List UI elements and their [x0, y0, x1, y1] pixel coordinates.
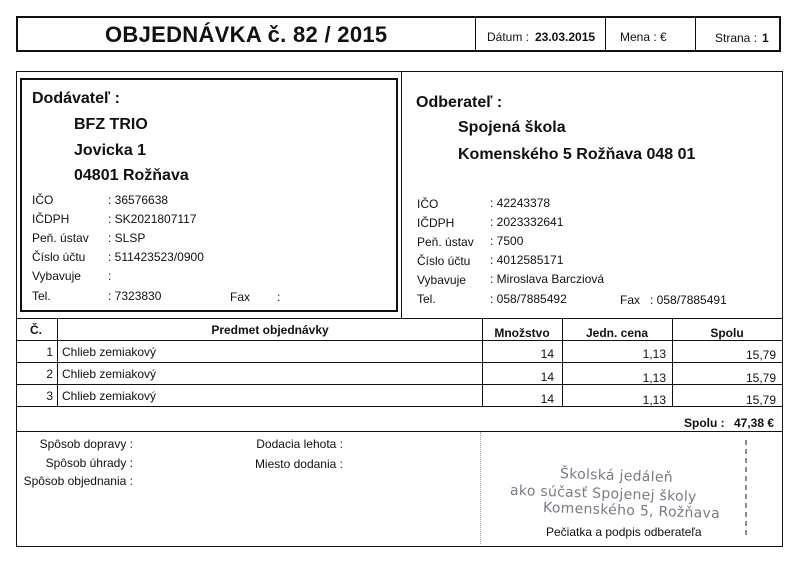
table-row-rule — [17, 384, 782, 385]
date-value: 23.03.2015 — [535, 30, 596, 44]
customer-heading: Odberateľ : — [416, 94, 503, 111]
customer-field-label: Peň. ústav — [417, 235, 474, 249]
supplier-field-value: : 511423523/0900 — [108, 250, 204, 264]
row-item: Chlieb zemiakový — [62, 367, 157, 381]
customer-fax-label: Fax — [620, 293, 641, 307]
row-item: Chlieb zemiakový — [62, 345, 157, 359]
row-item: Chlieb zemiakový — [62, 389, 157, 403]
row-total: 15,79 — [745, 393, 776, 407]
supplier-fax-value: : — [277, 290, 281, 304]
row-qty: 14 — [540, 347, 554, 361]
document-title: OBJEDNÁVKA č. 82 / 2015 — [105, 22, 388, 47]
page-value: 1 — [762, 31, 769, 45]
row-qty: 14 — [540, 370, 554, 384]
stamp-line: Komenského 5, Rožňava — [542, 499, 721, 523]
stamp-border-right — [745, 440, 747, 535]
col-header-unit: Jedn. cena — [585, 326, 649, 340]
table-row-rule — [17, 406, 782, 407]
customer-field-label: Číslo účtu — [417, 254, 471, 268]
customer-field-label: Vybavuje — [417, 273, 466, 287]
header-divider — [605, 17, 606, 51]
party-divider — [401, 72, 402, 318]
sum-label: Spolu : — [684, 416, 725, 430]
supplier-field-label: Peň. ústav — [32, 231, 89, 245]
customer-field-value: : 2023332641 — [490, 215, 564, 229]
customer-field-value: : 42243378 — [490, 196, 551, 210]
supplier-street: Jovicka 1 — [74, 142, 147, 159]
payment-label: Spôsob úhrady : — [45, 456, 133, 470]
col-header-total: Spolu — [710, 326, 744, 340]
row-total: 15,79 — [745, 348, 776, 362]
row-number: 3 — [46, 389, 53, 403]
row-total: 15,79 — [745, 371, 776, 385]
supplier-field-value: : 36576638 — [108, 193, 169, 207]
customer-fax-value: : 058/7885491 — [650, 293, 727, 307]
customer-field-label: IČO — [417, 197, 439, 211]
table-header-rule — [17, 340, 782, 341]
supplier-heading: Dodávateľ : — [32, 90, 120, 107]
customer-field-value: : 4012585171 — [490, 253, 564, 267]
currency-label: Mena : — [620, 30, 657, 44]
customer-field-value: : 7500 — [490, 234, 524, 248]
table-top-rule — [17, 318, 782, 319]
customer-field-value: : 058/7885492 — [490, 292, 567, 306]
table-row-rule — [17, 362, 782, 363]
supplier-field-value: : SK2021807117 — [108, 212, 197, 226]
col-header-no: Č. — [30, 323, 42, 337]
delivery-time-label: Dodacia lehota : — [256, 437, 343, 451]
customer-name: Spojená škola — [458, 119, 566, 136]
supplier-field-value: : 7323830 — [108, 289, 162, 303]
customer-field-label: IČDPH — [417, 216, 455, 230]
date-label: Dátum : — [487, 30, 530, 44]
supplier-field-label: IČO — [32, 193, 54, 207]
header-divider — [475, 17, 476, 51]
page-label: Strana : — [715, 31, 758, 45]
supplier-name: BFZ TRIO — [74, 116, 148, 133]
customer-field-value: : Miroslava Barcziová — [490, 272, 605, 286]
supplier-field-label: Vybavuje — [32, 269, 81, 283]
col-header-item: Predmet objednávky — [211, 323, 329, 337]
row-unit-price: 1,13 — [642, 393, 666, 407]
row-number: 2 — [46, 367, 53, 381]
transport-label: Spôsob dopravy : — [39, 437, 133, 451]
customer-address: Komenského 5 Rožňava 048 01 — [458, 146, 696, 163]
supplier-fax-label: Fax — [230, 290, 251, 304]
order-method-label: Spôsob objednania : — [23, 474, 133, 488]
col-header-qty: Množstvo — [494, 326, 550, 340]
header-divider — [695, 17, 696, 51]
supplier-field-label: IČDPH — [32, 212, 70, 226]
stamp-line: Školská jedáleň — [559, 466, 674, 486]
currency-value: € — [660, 30, 667, 44]
stamp-line: ako súčasť Spojenej školy — [509, 482, 697, 506]
supplier-field-label: Číslo účtu — [32, 250, 86, 264]
supplier-field-label: Tel. — [32, 289, 51, 303]
supplier-city: 04801 Rožňava — [74, 167, 189, 184]
supplier-field-value: : — [108, 269, 112, 283]
row-unit-price: 1,13 — [642, 347, 666, 361]
row-number: 1 — [46, 345, 53, 359]
supplier-field-value: : SLSP — [108, 231, 146, 245]
row-qty: 14 — [540, 392, 554, 406]
customer-field-label: Tel. — [417, 292, 436, 306]
row-unit-price: 1,13 — [642, 371, 666, 385]
sum-value: 47,38 € — [734, 416, 775, 430]
delivery-place-label: Miesto dodania : — [254, 457, 343, 471]
signature-caption: Pečiatka a podpis odberateľa — [546, 525, 702, 539]
